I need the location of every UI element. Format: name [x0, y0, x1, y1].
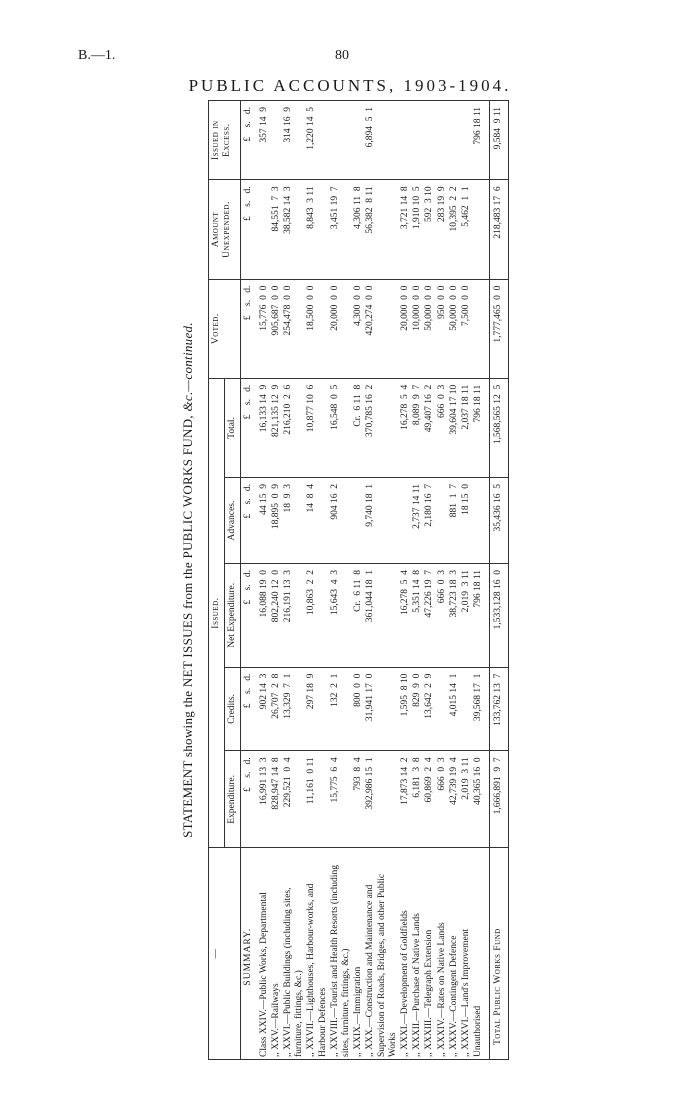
row-label: ,, XXVIII.—Tourist and Health Resorts (including sites, furniture, fittings, &c.) [330, 848, 353, 1060]
total-row [490, 101, 508, 1060]
advances-cell: 9,740 18 1 [365, 478, 400, 564]
table-row [271, 101, 283, 1060]
unexpended-cell: 3,451 19 7 [330, 180, 353, 279]
total-credits-cell: 133,762 13 7 [490, 667, 508, 751]
total-expenditure-cell: 1,666,891 9 7 [490, 751, 508, 848]
unexpended-cell: 592 3 10 [424, 180, 436, 279]
voted-cell: 254,478 0 0 [283, 279, 306, 378]
row-label: ,, XXXV.—Contingent Defence [449, 848, 461, 1060]
net-expenditure-cell: 16,278 5 4 [400, 564, 412, 668]
units-cell: £ s. d. [241, 180, 259, 279]
expenditure-cell: 42,739 19 4 [449, 751, 461, 848]
net-expenditure-cell: 361,044 18 1 [365, 564, 400, 668]
unexpended-cell: 283 19 9 [437, 180, 449, 279]
net-expenditure-cell: 2,019 3 11 [461, 564, 473, 668]
unexpended-cell [473, 180, 485, 279]
advances-cell: 904 16 2 [330, 478, 353, 564]
total-voted-cell: 1,777,465 0 0 [490, 279, 508, 378]
unexpended-cell: 4,306 11 8 [353, 180, 365, 279]
header-excess: Issued in Excess. [209, 101, 241, 180]
total-advances-cell: 35,436 16 5 [490, 478, 508, 564]
net-expenditure-cell: Cr. 6 11 8 [353, 564, 365, 668]
voted-cell: 4,300 0 0 [353, 279, 365, 378]
table-row [449, 101, 461, 1060]
page-number: 80 [335, 48, 349, 63]
excess-cell: 314 16 9 [283, 101, 306, 180]
expenditure-cell: 793 8 4 [353, 751, 365, 848]
advances-cell: 18 15 0 [461, 478, 473, 564]
credits-cell: 829 9 0 [412, 667, 424, 751]
summary-table [208, 100, 509, 1060]
unexpended-cell: 84,551 7 3 [271, 180, 283, 279]
expenditure-cell: 828,947 14 8 [271, 751, 283, 848]
unexpended-cell: 56,382 8 11 [365, 180, 400, 279]
table-row [283, 101, 306, 1060]
net-expenditure-cell: 666 0 3 [437, 564, 449, 668]
total-cell: 796 18 11 [473, 378, 485, 477]
table-row [473, 101, 485, 1060]
excess-cell [461, 101, 473, 180]
expenditure-cell: 15,775 6 4 [330, 751, 353, 848]
unexpended-cell: 1,910 10 5 [412, 180, 424, 279]
credits-cell: 13,329 7 1 [283, 667, 306, 751]
table-row [330, 101, 353, 1060]
excess-cell [330, 101, 353, 180]
advances-cell: 18,895 0 9 [271, 478, 283, 564]
voted-cell: 10,000 0 0 [412, 279, 424, 378]
units-cell: £ s. d. [241, 751, 259, 848]
net-expenditure-cell: 796 18 11 [473, 564, 485, 668]
credits-cell: 4,015 14 1 [449, 667, 461, 751]
credits-cell: 31,941 17 0 [365, 667, 400, 751]
expenditure-cell: 16,991 13 3 [259, 751, 271, 848]
unexpended-cell: 38,582 14 3 [283, 180, 306, 279]
voted-cell: 950 0 0 [437, 279, 449, 378]
excess-cell [353, 101, 365, 180]
table-row [259, 101, 271, 1060]
units-cell: £ s. d. [241, 101, 259, 180]
voted-cell: 15,776 0 0 [259, 279, 271, 378]
advances-cell: 18 9 3 [283, 478, 306, 564]
header-net-expenditure: Net Expenditure. [225, 564, 241, 668]
voted-cell [473, 279, 485, 378]
unexpended-cell [259, 180, 271, 279]
advances-cell: 2,180 16 7 [424, 478, 436, 564]
table-row [424, 101, 436, 1060]
units-row [241, 101, 259, 1060]
total-excess-cell: 9,584 9 11 [490, 101, 508, 180]
row-label: ,, XXXII.—Purchase of Native Lands [412, 848, 424, 1060]
unexpended-cell: 10,395 2 2 [449, 180, 461, 279]
advances-cell: 44 15 9 [259, 478, 271, 564]
header-unexpended: Amount Unexpended. [209, 180, 241, 279]
total-cell: 666 0 3 [437, 378, 449, 477]
total-cell: 821,135 12 9 [271, 378, 283, 477]
total-cell: 16,548 0 5 [330, 378, 353, 477]
table-row [365, 101, 400, 1060]
header-description: — [209, 848, 241, 1060]
header-advances: Advances. [225, 478, 241, 564]
row-label: Class XXIV.—Public Works, Departmental [259, 848, 271, 1060]
total-net-expenditure-cell: 1,533,128 16 0 [490, 564, 508, 668]
net-expenditure-cell: 216,191 13 3 [283, 564, 306, 668]
credits-cell: 13,642 2 9 [424, 667, 436, 751]
row-label: ,, XXXI.—Development of Goldfields [400, 848, 412, 1060]
table-row [461, 101, 473, 1060]
total-total-cell: 1,568,565 12 5 [490, 378, 508, 477]
expenditure-cell: 17,873 14 2 [400, 751, 412, 848]
excess-cell [424, 101, 436, 180]
credits-cell: 26,707 2 8 [271, 667, 283, 751]
units-cell: £ s. d. [241, 378, 259, 477]
total-cell: 49,407 16 2 [424, 378, 436, 477]
units-cell: £ s. d. [241, 478, 259, 564]
summary-label: SUMMARY. [241, 848, 259, 1060]
advances-cell: 2,737 14 11 [412, 478, 424, 564]
units-cell: £ s. d. [241, 279, 259, 378]
statement-title-main: STATEMENT showing the NET ISSUES from the PUBLIC WORKS FUND, [180, 411, 195, 838]
voted-cell: 18,500 0 0 [306, 279, 329, 378]
credits-cell: 1,595 8 10 [400, 667, 412, 751]
excess-cell: 1,220 14 5 [306, 101, 329, 180]
expenditure-cell: 11,161 0 11 [306, 751, 329, 848]
voted-cell: 905,687 0 0 [271, 279, 283, 378]
voted-cell: 20,000 0 0 [330, 279, 353, 378]
net-expenditure-cell: 5,351 14 8 [412, 564, 424, 668]
table-row [412, 101, 424, 1060]
voted-cell: 7,500 0 0 [461, 279, 473, 378]
row-label: ,, XXXVI.—Land's Improvement [461, 848, 473, 1060]
header-expenditure: Expenditure. [225, 751, 241, 848]
advances-cell [473, 478, 485, 564]
unexpended-cell: 3,721 14 8 [400, 180, 412, 279]
row-label: ,, XXX.—Construction and Maintenance and Supervision of Roads, Bridges, and other Public Works [365, 848, 400, 1060]
net-expenditure-cell: 10,863 2 2 [306, 564, 329, 668]
row-label: ,, XXIX.—Immigration [353, 848, 365, 1060]
row-label: ,, XXXIII.—Telegraph Extension [424, 848, 436, 1060]
credits-cell: 297 18 9 [306, 667, 329, 751]
credits-cell [437, 667, 449, 751]
statement-title [180, 100, 202, 1060]
advances-cell [400, 478, 412, 564]
table-row [400, 101, 412, 1060]
advances-cell [353, 478, 365, 564]
excess-cell [412, 101, 424, 180]
header-issued: Issued. [209, 378, 225, 848]
row-label: ,, XXXIV.—Rates on Native Lands [437, 848, 449, 1060]
units-cell: £ s. d. [241, 564, 259, 668]
total-cell: Cr. 6 11 8 [353, 378, 365, 477]
total-cell: 16,133 14 9 [259, 378, 271, 477]
advances-cell: 14 8 4 [306, 478, 329, 564]
excess-cell: 796 18 11 [473, 101, 485, 180]
total-cell: 370,785 16 2 [365, 378, 400, 477]
expenditure-cell: 60,869 2 4 [424, 751, 436, 848]
row-label: ,, XXV.—Railways [271, 848, 283, 1060]
table-row [353, 101, 365, 1060]
excess-cell [437, 101, 449, 180]
total-cell: 8,089 9 7 [412, 378, 424, 477]
excess-cell: 6,894 5 1 [365, 101, 400, 180]
net-expenditure-cell: 38,723 18 3 [449, 564, 461, 668]
expenditure-cell: 229,521 0 4 [283, 751, 306, 848]
expenditure-cell: 40,365 16 0 [473, 751, 485, 848]
total-label: Total Public Works Fund [490, 848, 508, 1060]
total-unexpended-cell: 218,483 17 6 [490, 180, 508, 279]
net-expenditure-cell: 802,240 12 0 [271, 564, 283, 668]
header-total: Total. [225, 378, 241, 477]
voted-cell: 20,000 0 0 [400, 279, 412, 378]
expenditure-cell: 666 0 3 [437, 751, 449, 848]
units-cell: £ s. d. [241, 667, 259, 751]
net-expenditure-cell: 47,226 19 7 [424, 564, 436, 668]
table-row [437, 101, 449, 1060]
voted-cell: 420,274 0 0 [365, 279, 400, 378]
table-row [306, 101, 329, 1060]
voted-cell: 50,000 0 0 [424, 279, 436, 378]
expenditure-cell: 6,181 3 8 [412, 751, 424, 848]
excess-cell: 357 14 9 [259, 101, 271, 180]
total-cell: 39,604 17 10 [449, 378, 461, 477]
row-label: ,, XXVI.—Public Buildings (including sites, furniture, fittings, &c.) [283, 848, 306, 1060]
advances-cell [437, 478, 449, 564]
net-expenditure-cell: 15,643 4 3 [330, 564, 353, 668]
total-cell: 216,210 2 6 [283, 378, 306, 477]
total-cell: 16,278 5 4 [400, 378, 412, 477]
credits-cell: 800 0 0 [353, 667, 365, 751]
voted-cell: 50,000 0 0 [449, 279, 461, 378]
row-label: ,, XXVII.—Lighthouses, Harbour-works, and Harbour Defences [306, 848, 329, 1060]
credits-cell: 39,568 17 1 [473, 667, 485, 751]
expenditure-cell: 2,019 3 11 [461, 751, 473, 848]
credits-cell: 132 2 1 [330, 667, 353, 751]
unexpended-cell: 8,843 3 11 [306, 180, 329, 279]
unexpended-cell: 5,462 1 1 [461, 180, 473, 279]
row-label: Unauthorised [473, 848, 485, 1060]
page-reference: B.—1. [78, 48, 116, 63]
total-cell: 10,877 10 6 [306, 378, 329, 477]
credits-cell: 902 14 3 [259, 667, 271, 751]
excess-cell [449, 101, 461, 180]
advances-cell: 881 1 7 [449, 478, 461, 564]
statement-title-continued: &c.—continued. [180, 322, 195, 412]
expenditure-cell: 392,986 15 1 [365, 751, 400, 848]
rotated-statement [180, 100, 510, 1060]
excess-cell [400, 101, 412, 180]
credits-cell [461, 667, 473, 751]
net-expenditure-cell: 16,088 19 0 [259, 564, 271, 668]
page-title: PUBLIC ACCOUNTS, 1903-1904. [188, 76, 512, 95]
header-voted: Voted. [209, 279, 241, 378]
header-credits: Credits. [225, 667, 241, 751]
summary-table-body [241, 101, 508, 1060]
excess-cell [271, 101, 283, 180]
total-cell: 2,037 18 11 [461, 378, 473, 477]
